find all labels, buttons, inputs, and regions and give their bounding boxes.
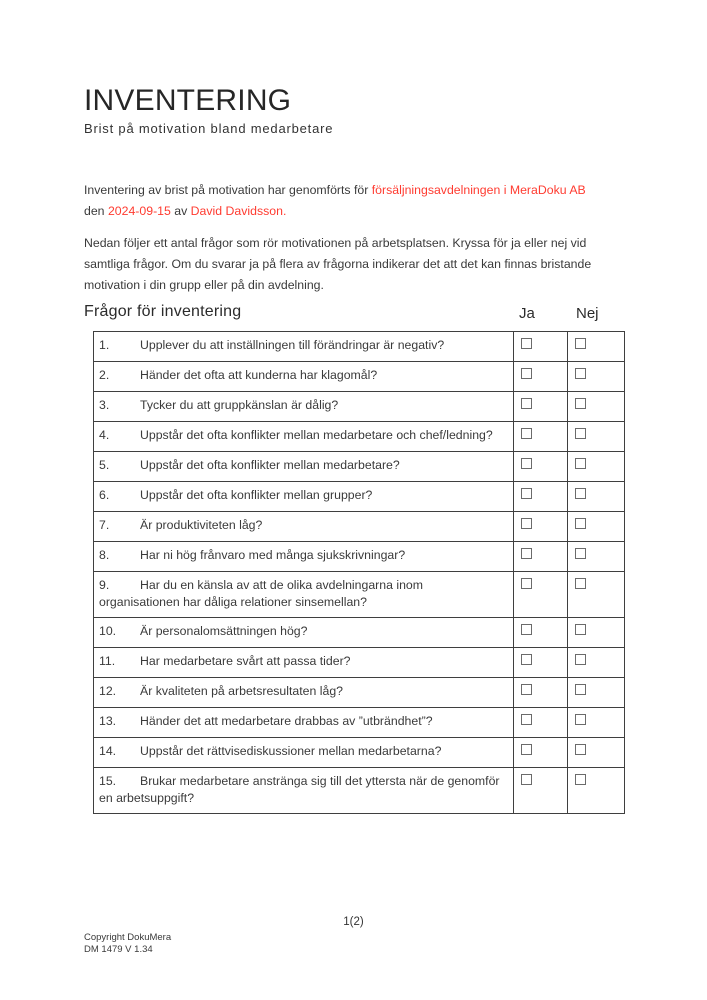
checkbox-ja[interactable]	[521, 518, 532, 529]
checkbox-ja[interactable]	[521, 578, 532, 589]
intro-text-segment: av	[170, 204, 191, 218]
question-number: 13.	[99, 714, 117, 728]
table-row	[94, 452, 625, 482]
checkbox-nej[interactable]	[575, 578, 586, 589]
ja-cell	[514, 618, 568, 648]
checkbox-ja[interactable]	[521, 744, 532, 755]
ja-cell	[514, 422, 568, 452]
checkbox-ja[interactable]	[521, 398, 532, 409]
table-row	[94, 542, 625, 572]
checkbox-ja[interactable]	[521, 548, 532, 559]
checkbox-nej[interactable]	[575, 714, 586, 725]
question-number: 3.	[99, 398, 110, 412]
checkbox-nej[interactable]	[575, 518, 586, 529]
table-row	[94, 768, 625, 814]
table-row	[94, 332, 625, 362]
question-number: 7.	[99, 518, 110, 532]
nej-cell	[568, 678, 625, 708]
survey-heading: Frågor för inventering	[84, 303, 242, 320]
checkbox-nej[interactable]	[575, 654, 586, 665]
doc-id: DM 1479 V 1.34	[84, 944, 153, 955]
nej-cell	[568, 618, 625, 648]
table-row	[94, 482, 625, 512]
question-cell	[94, 422, 514, 452]
question-cell	[94, 392, 514, 422]
checkbox-nej[interactable]	[575, 428, 586, 439]
question-text: Har ni hög frånvaro med många sjukskrivningar?	[140, 548, 406, 562]
question-text: Händer det att medarbetare drabbas av ”utbrändhet”?	[140, 714, 433, 728]
question-number: 4.	[99, 428, 110, 442]
table-row	[94, 572, 625, 618]
intro-text-segment: Inventering av brist på motivation har genomförts för	[84, 183, 372, 197]
survey-table	[93, 331, 625, 814]
question-text: Har du en känsla av att de olika avdelningarna inom organisationen har dåliga relationer sinsemellan?	[99, 578, 424, 609]
ja-cell	[514, 708, 568, 738]
question-cell	[94, 768, 514, 814]
question-number: 8.	[99, 548, 110, 562]
intro-text-segment: den	[84, 204, 108, 218]
ja-cell	[514, 332, 568, 362]
question-cell	[94, 618, 514, 648]
table-row	[94, 678, 625, 708]
nej-cell	[568, 512, 625, 542]
intro-paragraph	[84, 180, 604, 222]
table-row	[94, 708, 625, 738]
question-number: 6.	[99, 488, 110, 502]
question-text: Uppstår det ofta konflikter mellan medarbetare och chef/ledning?	[140, 428, 493, 442]
checkbox-ja[interactable]	[521, 714, 532, 725]
question-number: 15.	[99, 774, 117, 788]
nej-cell	[568, 452, 625, 482]
question-number: 9.	[99, 578, 110, 592]
table-row	[94, 362, 625, 392]
question-text: Uppstår det ofta konflikter mellan medarbetare?	[140, 458, 400, 472]
question-text: Har medarbetare svårt att passa tider?	[140, 654, 351, 668]
footer-copyright	[84, 932, 171, 956]
question-number: 14.	[99, 744, 117, 758]
checkbox-nej[interactable]	[575, 684, 586, 695]
question-number: 11.	[99, 654, 116, 668]
ja-cell	[514, 572, 568, 618]
question-text: Brukar medarbetare anstränga sig till det yttersta när de genomför en arbetsuppgift?	[99, 774, 500, 805]
checkbox-nej[interactable]	[575, 458, 586, 469]
question-cell	[94, 542, 514, 572]
question-cell	[94, 362, 514, 392]
question-text: Är personalomsättningen hög?	[140, 624, 308, 638]
instructions-paragraph: Nedan följer ett antal frågor som rör motivationen på arbetsplatsen. Kryssa för ja eller nej vid samtliga frågor. Om du svarar ja på flera av frågorna indikerar det att det kan finnas bristande motivation i din grupp eller på din avdelning.	[84, 236, 592, 292]
checkbox-ja[interactable]	[521, 774, 532, 785]
nej-cell	[568, 708, 625, 738]
question-number: 10.	[99, 624, 117, 638]
table-row	[94, 648, 625, 678]
question-text: Uppstår det ofta konflikter mellan grupper?	[140, 488, 373, 502]
nej-cell	[568, 768, 625, 814]
checkbox-nej[interactable]	[575, 624, 586, 635]
table-row	[94, 738, 625, 768]
table-row	[94, 392, 625, 422]
ja-cell	[514, 648, 568, 678]
checkbox-nej[interactable]	[575, 368, 586, 379]
ja-cell	[514, 542, 568, 572]
ja-cell	[514, 452, 568, 482]
checkbox-nej[interactable]	[575, 488, 586, 499]
page-number: 1(2)	[343, 916, 364, 928]
checkbox-ja[interactable]	[521, 338, 532, 349]
nej-cell	[568, 648, 625, 678]
nej-cell	[568, 572, 625, 618]
page-title: INVENTERING	[84, 84, 292, 117]
page-subtitle: Brist på motivation bland medarbetare	[84, 121, 334, 136]
nej-cell	[568, 422, 625, 452]
ja-cell	[514, 482, 568, 512]
ja-cell	[514, 362, 568, 392]
intro-highlight-author: David Davidsson.	[190, 204, 287, 218]
ja-cell	[514, 392, 568, 422]
question-text: Uppstår det rättvisediskussioner mellan medarbetarna?	[140, 744, 442, 758]
ja-cell	[514, 678, 568, 708]
checkbox-ja[interactable]	[521, 428, 532, 439]
column-header-ja: Ja	[519, 305, 535, 322]
question-text: Tycker du att gruppkänslan är dålig?	[140, 398, 339, 412]
question-cell	[94, 332, 514, 362]
ja-cell	[514, 512, 568, 542]
question-number: 5.	[99, 458, 110, 472]
checkbox-ja[interactable]	[521, 368, 532, 379]
checkbox-nej[interactable]	[575, 744, 586, 755]
question-number: 1.	[99, 338, 110, 352]
question-text: Händer det ofta att kunderna har klagomål?	[140, 368, 378, 382]
question-cell	[94, 678, 514, 708]
question-number: 12.	[99, 684, 117, 698]
nej-cell	[568, 542, 625, 572]
ja-cell	[514, 738, 568, 768]
column-header-nej: Nej	[576, 305, 599, 322]
nej-cell	[568, 482, 625, 512]
checkbox-ja[interactable]	[521, 488, 532, 499]
nej-cell	[568, 738, 625, 768]
question-number: 2.	[99, 368, 110, 382]
question-text: Upplever du att inställningen till förändringar är negativ?	[140, 338, 445, 352]
intro-highlight-date: 2024-09-15	[107, 204, 171, 218]
question-cell	[94, 738, 514, 768]
checkbox-nej[interactable]	[575, 338, 586, 349]
copyright-line: Copyright DokuMera	[84, 932, 172, 943]
checkbox-ja[interactable]	[521, 684, 532, 695]
question-text: Är produktiviteten låg?	[140, 518, 263, 532]
question-text: Är kvaliteten på arbetsresultaten låg?	[140, 684, 344, 698]
checkbox-nej[interactable]	[575, 398, 586, 409]
table-row	[94, 618, 625, 648]
question-cell	[94, 708, 514, 738]
question-cell	[94, 452, 514, 482]
table-row	[94, 512, 625, 542]
table-row	[94, 422, 625, 452]
nej-cell	[568, 362, 625, 392]
question-cell	[94, 512, 514, 542]
checkbox-ja[interactable]	[521, 654, 532, 665]
intro-highlight-department: försäljningsavdelningen i MeraDoku AB	[371, 183, 586, 197]
checkbox-nej[interactable]	[575, 774, 586, 785]
ja-cell	[514, 768, 568, 814]
checkbox-nej[interactable]	[575, 548, 586, 559]
question-cell	[94, 482, 514, 512]
question-cell	[94, 572, 514, 618]
checkbox-ja[interactable]	[521, 458, 532, 469]
nej-cell	[568, 392, 625, 422]
nej-cell	[568, 332, 625, 362]
question-cell	[94, 648, 514, 678]
checkbox-ja[interactable]	[521, 624, 532, 635]
